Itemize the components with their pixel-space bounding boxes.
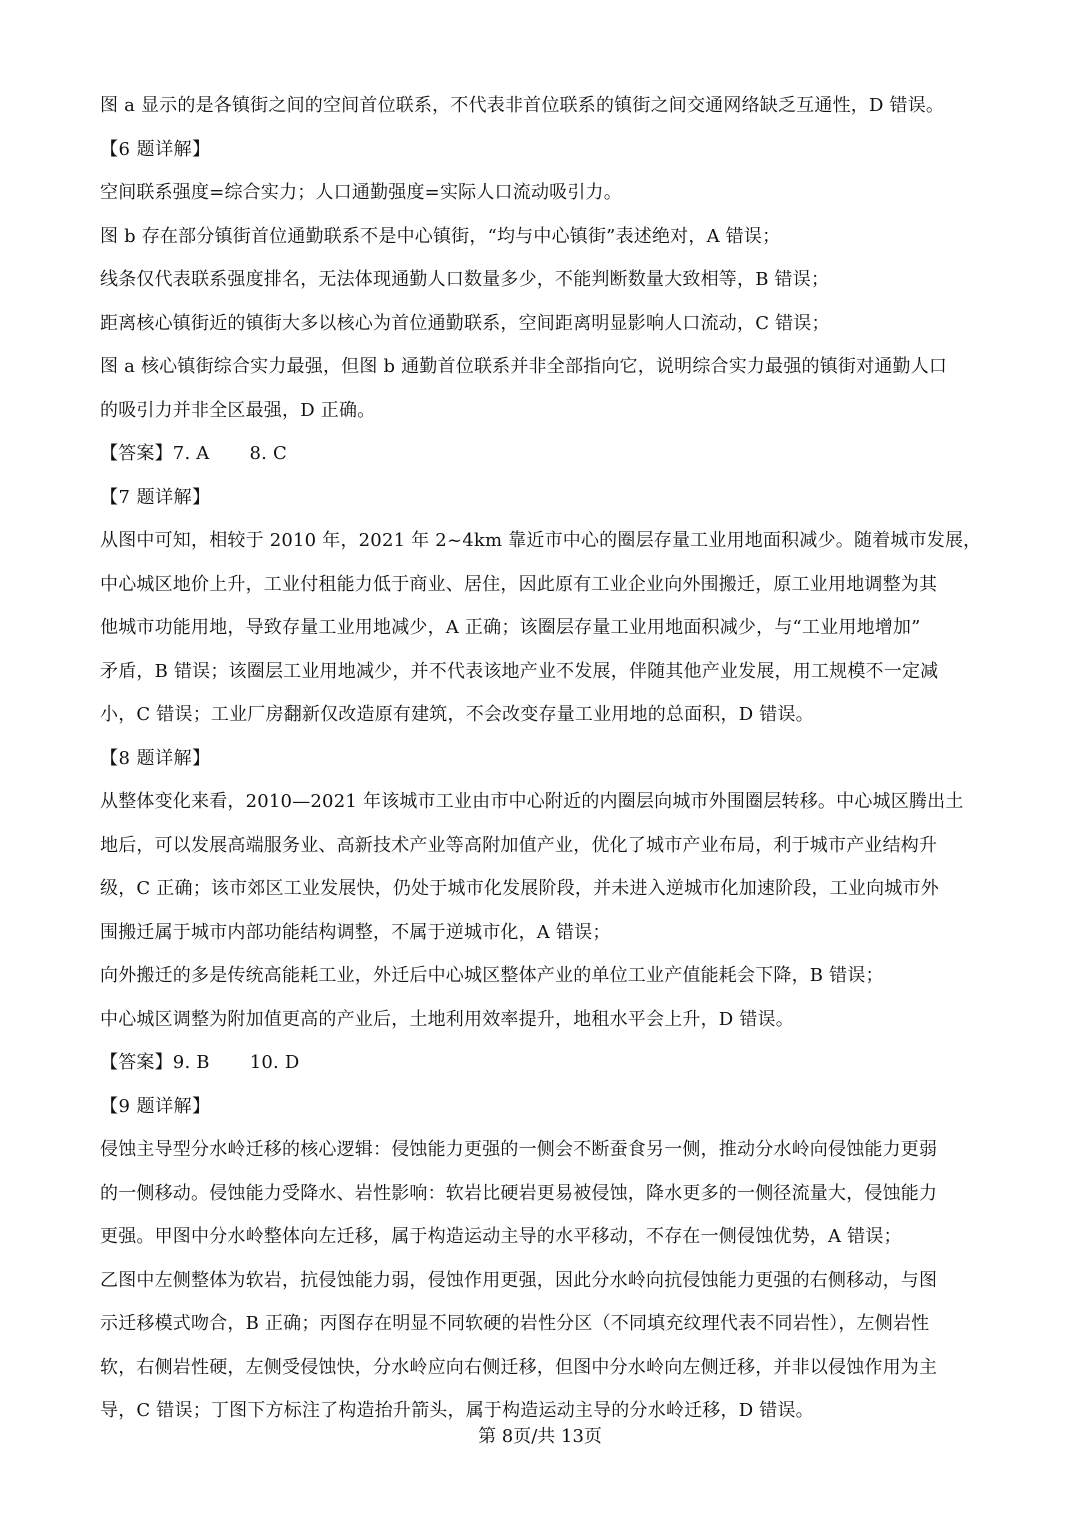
- text-line: 图 b 存在部分镇街首位通勤联系不是中心镇街，“均与中心镇街”表述绝对，A 错误；: [100, 225, 781, 247]
- text-line: 线条仅代表联系强度排名，无法体现通勤人口数量多少，不能判断数量大致相等，B 错误；: [100, 269, 830, 290]
- text-line: 空间联系强度=综合实力；人口通勤强度=实际人口流动吸引力。: [100, 182, 622, 203]
- text-line: 矛盾，B 错误；该圈层工业用地减少，并不代表该地产业不发展，伴随其他产业发展，用工规模不一定减: [100, 660, 939, 682]
- text-line: 的吸引力并非全区最强，D 正确。: [100, 399, 376, 421]
- text-line: 从整体变化来看，2010—2021 年该城市工业由市中心附近的内圈层向城市外围圈层转移。中心城区腾出土: [100, 791, 964, 812]
- text-line: 侵蚀主导型分水岭迁移的核心逻辑：侵蚀能力更强的一侧会不断蚕食另一侧，推动分水岭向侵蚀能力更弱: [100, 1139, 938, 1160]
- text-line: 乙图中左侧整体为软岩，抗侵蚀能力弱，侵蚀作用更强，因此分水岭向抗侵蚀能力更强的右侧移动，与图: [100, 1269, 938, 1291]
- text-line: 图 a 显示的是各镇街之间的空间首位联系，不代表非首位联系的镇街之间交通网络缺乏互通性，D 错误。: [100, 95, 945, 116]
- answer-line-7-8: [100, 432, 982, 476]
- text-line: 距离核心镇街近的镇街大多以核心为首位通勤联系，空间距离明显影响人口流动，C 错误；: [100, 312, 830, 334]
- text-line: 级，C 正确；该市郊区工业发展快，仍处于城市化发展阶段，并未进入逆城市化加速阶段，工业向城市外: [100, 878, 939, 899]
- text-line: 的一侧移动。侵蚀能力受降水、岩性影响：软岩比硬岩更易被侵蚀，降水更多的一侧径流量大，侵蚀能力: [100, 1182, 938, 1204]
- text-line: 导，C 错误；丁图下方标注了构造抬升箭头，属于构造运动主导的分水岭迁移，D 错误。: [100, 1400, 814, 1421]
- answer-item: 10. D: [249, 1052, 300, 1073]
- section-heading-q8: 【8 题详解】: [100, 747, 211, 769]
- text-line: 更强。甲图中分水岭整体向左迁移，属于构造运动主导的水平移动，不存在一侧侵蚀优势，A 错误；: [100, 1226, 902, 1247]
- text-line: 地后，可以发展高端服务业、高新技术产业等高附加值产业，优化了城市产业布局，利于城市产业结构升: [100, 834, 938, 856]
- text-line: 图 a 核心镇街综合实力最强，但图 b 通勤首位联系并非全部指向它，说明综合实力最强的镇街对通勤人口: [100, 356, 948, 377]
- page-number: 第 8页/共 13页: [478, 1426, 602, 1447]
- answer-item: 8. C: [249, 443, 287, 464]
- text-line: 小，C 错误；工业厂房翻新仅改造原有建筑，不会改变存量工业用地的总面积，D 错误。: [100, 704, 814, 725]
- answer-item: 【答案】7. A: [100, 443, 210, 464]
- text-line: 示迁移模式吻合，B 正确；丙图存在明显不同软硬的岩性分区（不同填充纹理代表不同岩性），左侧岩性: [100, 1313, 930, 1334]
- text-line: 中心城区调整为附加值更高的产业后，土地利用效率提升，地租水平会上升，D 错误。: [100, 1008, 794, 1030]
- text-line: 软，右侧岩性硬，左侧受侵蚀快，分水岭应向右侧迁移，但图中分水岭向左侧迁移，并非以侵蚀作用为主: [100, 1356, 938, 1378]
- text-line: 从图中可知，相较于 2010 年，2021 年 2~4km 靠近市中心的圈层存量工业用地面积减少。随着城市发展，: [100, 530, 982, 551]
- text-line: 他城市功能用地，导致存量工业用地减少，A 正确；该圈层存量工业用地面积减少，与“工业用地增加”: [100, 617, 921, 638]
- section-heading-q7: 【7 题详解】: [100, 486, 211, 508]
- section-heading-q9: 【9 题详解】: [100, 1095, 211, 1117]
- answer-line-9-10: [100, 1041, 982, 1085]
- answer-item: 【答案】9. B: [100, 1052, 210, 1073]
- text-line: 围搬迁属于城市内部功能结构调整，不属于逆城市化，A 错误；: [100, 921, 611, 943]
- text-line: 中心城区地价上升，工业付租能力低于商业、居住，因此原有工业企业向外围搬迁，原工业用地调整为其: [100, 573, 938, 595]
- section-heading-q6: 【6 题详解】: [100, 138, 211, 160]
- document-body: [100, 84, 982, 1433]
- text-line: 向外搬迁的多是传统高能耗工业，外迁后中心城区整体产业的单位工业产值能耗会下降，B 错误；: [100, 965, 884, 986]
